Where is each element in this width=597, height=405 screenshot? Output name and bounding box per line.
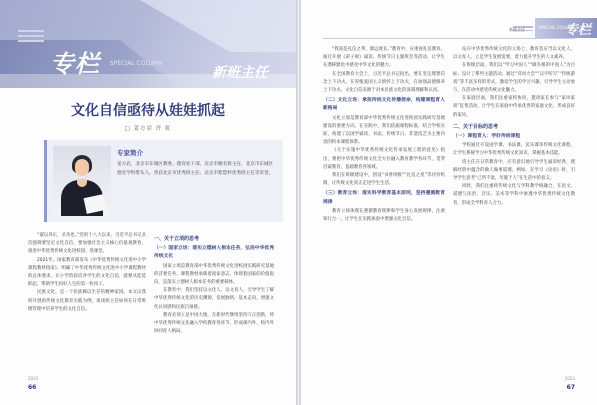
- article-title: 文化自信亟待从娃娃抓起: [71, 103, 225, 119]
- column-topic: 新班主任: [212, 65, 268, 81]
- header-tag: 新班主任: [509, 27, 525, 32]
- banner-decoration: [18, 30, 44, 45]
- paragraph: 同时，我们注重将传统文化与学科教学相融合，在语文、道德与法治、音乐、美术等学科中渗透中华优秀传统文化教育，形成全学科育人合力。: [453, 184, 575, 206]
- header-rule: [323, 38, 575, 39]
- paragraph: 在全国教育大会上，习近平总书记指出，要在坚定理想信念上下功夫，在厚植爱国主义情怀上下功夫，在加强品德修养上下功夫。文化自信来源于对本民族文化的深刻理解和认同。: [323, 71, 445, 94]
- left-column-2: [154, 232, 274, 372]
- column-subtitle: SPECIAL COLUMN: [110, 60, 163, 67]
- column-banner: [0, 0, 296, 88]
- left-column-1: [28, 232, 146, 372]
- paragraph: 国家立场是教育部中华优秀传统文化进校园实践研究基地的首要任务。课程教材承载着国家意志，体现着国家的价值取向，是落实立德树人根本任务的重要载体。: [154, 263, 274, 286]
- paragraph: 在班级层面，我们以“学习中国人”“做有根的中国人”为目标，设计了系列主题活动。通过“诗词大会”“汉字听写”“传统游戏”等丰富多样的形式，激发学生的学习兴趣，引导学生主动参与，在活动中感受传统文化魅力。: [453, 63, 575, 94]
- paragraph: 2021年，国家教育部发布《中华优秀传统文化进中小学课程教材指南》，明确了中华优秀传统文化进中小学课程教材的总体要求。在小学阶段培养学生的文化自信，就要从娃娃抓起，帮助学生扣好人生的第一粒扣子。: [28, 257, 146, 288]
- left-page: [0, 0, 296, 405]
- paragraph: “蒙以养正，圣功也。”党的十八大以来，习近平总书记多次强调要坚定文化自信，要加强社会主义核心价值观教育，推进中华优秀传统文化进校园、进课堂。: [28, 233, 146, 255]
- column-header: [535, 18, 597, 38]
- paragraph: 《关于实施中华优秀传统文化传承发展工程的意见》指出，要把中华优秀传统文化全方位融入教育教学各环节，贯穿启蒙教育、基础教育各领域。: [323, 148, 445, 170]
- paragraph: 教育必须立足中国大地，在新时代继续坚持守正创新，将中华优秀传统文化融入学校教育各环节，形成课内外、校内外协同育人格局。: [154, 312, 274, 335]
- profile-label: 专家简介: [117, 149, 143, 157]
- subsection-heading: （三）教育立场：落实科学教育基本原则，坚持遵循教育规律: [323, 191, 445, 205]
- right-column-1: [323, 46, 445, 376]
- subsection-heading: （一）国家立场：落实立德树人根本任务，弘扬中华优秀传统文化: [154, 246, 274, 260]
- section-heading: 一、关于立项的思考: [154, 236, 200, 242]
- page-number: 67: [566, 384, 575, 391]
- paragraph: 民族文化，是一个民族赖以生存的精神家园。本文以我校开展的传统文化教育实践为例，谈谈班主任如何在日常班级管理中培养学生的文化自信。: [28, 290, 146, 312]
- paragraph: 站在中华优秀传统文化的立场上，教育者应当以文化人、以文育人，立足学生发展需要，着力提升学生的人文素养。: [453, 47, 575, 61]
- page-tag: 2022: [564, 376, 575, 381]
- section-heading: 二、关于目标的思考: [453, 123, 499, 130]
- paragraph: 班主任在日常教育中，应有意识地引导学生诵读经典，理解经典中蕴含的做人做事道理。例如，在学习《论语》时，引导学生思考“己所不欲，勿施于人”在生活中的意义。: [453, 159, 575, 182]
- column-label: 专栏: [50, 50, 100, 78]
- article-authors: □ 姜方岩 许 虹: [124, 126, 172, 132]
- right-column-2: [453, 46, 575, 376]
- header-subtitle: SPECIAL COLUMN: [539, 25, 575, 30]
- paragraph: 在家庭层面，我们注重家校协同，邀请家长参与“家风家训”征集活动，让学生在家庭中传承优秀的家庭文化，形成良好的家风。: [453, 96, 575, 118]
- paragraph: 在教育中，我们坚持以文化人、以文育人，引导学生了解中华优秀传统文化的历史渊源、发展脉络、基本走向，增强文化认同感和民族自豪感。: [154, 288, 274, 310]
- paragraph: 学校通过开设国学课、书法课、民乐课等传统文化课程，让学生系统学习中华优秀传统文化知识，掌握基本技能。: [453, 143, 575, 157]
- header-label: 专栏: [564, 23, 591, 38]
- paragraph: 教育立场体现在遵循教育规律和学生身心发展规律，注重知行合一，让学生在实践体验中增强文化自信。: [323, 208, 445, 223]
- author-photo: [53, 146, 111, 216]
- page-tag: 2022: [28, 376, 39, 381]
- paragraph: 文化立场是教育部中华优秀传统文化进校园实践研究基地建设的重要方向。在实践中，我们依据课程标准，结合学校实际，构建了以国学诵读、书法、传统节日、非遗技艺为主要内容的校本课程体系。: [323, 115, 445, 146]
- subsection-heading: （一）课程育人：学好传统课程: [453, 134, 521, 140]
- profile-text: 姜方岩，北京市东城区教委、德育处干部、北京市级名班主任，北京市东城区德育学科带头人。曾获北京市优秀班主任、北京市紫禁杯优秀班主任等荣誉。: [117, 162, 274, 176]
- page-number: 66: [28, 384, 37, 391]
- paragraph: “我国是礼仪之邦，源远流长。”教育中，应重视礼仪教育。通过开展《弟子规》诵读、传统节日主题班会等活动，让学生在潜移默化中感受中华文化的魅力。: [323, 47, 445, 69]
- expert-profile-box: [44, 140, 283, 222]
- paragraph: 我们在班级建设中，创设“书香班级”“礼仪之星”等评价机制，让传统文化真正走进学生生活。: [323, 173, 445, 187]
- right-page: [301, 0, 597, 405]
- subsection-heading: （二）文化立场：承担传统文化传播使命，构建课程育人新格局: [323, 98, 445, 112]
